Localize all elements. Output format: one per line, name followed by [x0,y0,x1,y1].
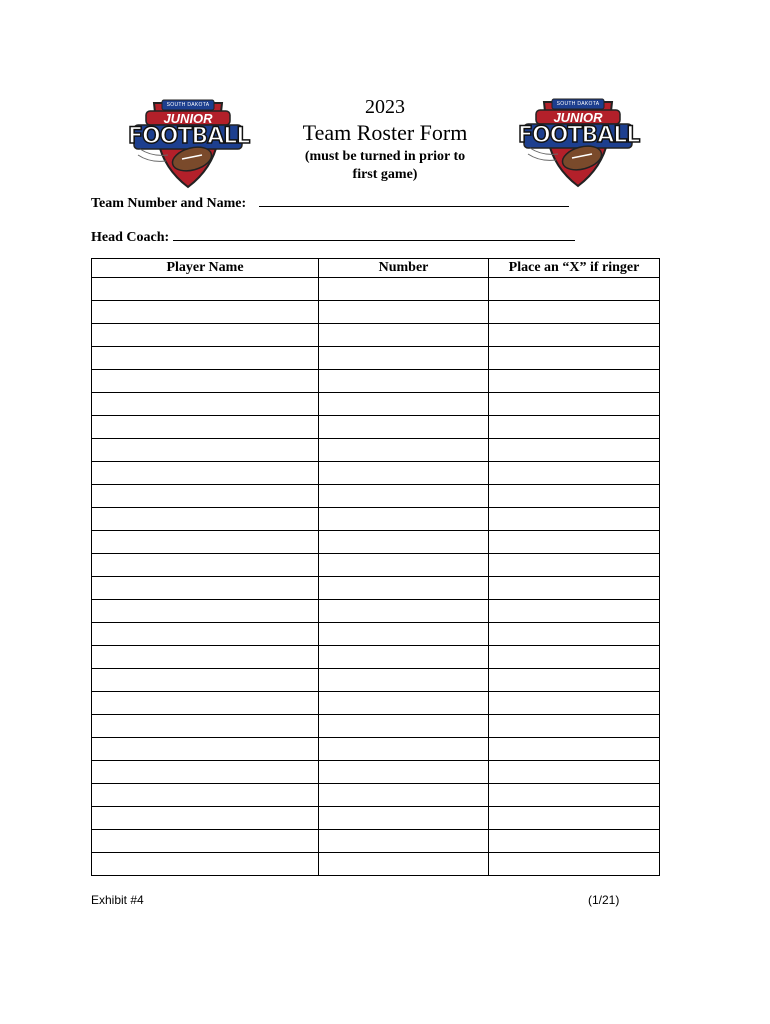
head-coach-input-line[interactable] [173,227,575,241]
number-cell[interactable] [319,830,489,853]
table-row [92,324,660,347]
number-cell[interactable] [319,738,489,761]
logo-football-text: FOOTBALL [518,123,640,148]
table-row [92,508,660,531]
number-cell[interactable] [319,715,489,738]
table-row [92,416,660,439]
player-name-cell[interactable] [92,600,319,623]
ringer-cell[interactable] [489,485,660,508]
ringer-cell[interactable] [489,646,660,669]
number-cell[interactable] [319,554,489,577]
table-row [92,715,660,738]
ringer-cell[interactable] [489,370,660,393]
table-row [92,577,660,600]
number-cell[interactable] [319,324,489,347]
ringer-cell[interactable] [489,623,660,646]
number-cell[interactable] [319,577,489,600]
player-name-cell[interactable] [92,807,319,830]
exhibit-label: Exhibit #4 [91,893,144,907]
ringer-cell[interactable] [489,554,660,577]
player-name-cell[interactable] [92,462,319,485]
table-row [92,784,660,807]
team-field [91,193,569,212]
coach-label: Head Coach: [91,230,170,245]
page-revision: (1/21) [588,893,620,907]
table-row [92,761,660,784]
table-row [92,738,660,761]
table-row [92,669,660,692]
number-cell[interactable] [319,761,489,784]
ringer-cell[interactable] [489,393,660,416]
table-row [92,278,660,301]
ringer-cell[interactable] [489,508,660,531]
table-header-row [92,259,660,278]
player-name-cell[interactable] [92,830,319,853]
number-cell[interactable] [319,485,489,508]
table-row [92,600,660,623]
player-name-cell[interactable] [92,485,319,508]
number-cell[interactable] [319,531,489,554]
number-cell[interactable] [319,301,489,324]
logo-top-text: SOUTH DAKOTA [166,102,210,108]
number-cell[interactable] [319,508,489,531]
ringer-cell[interactable] [489,784,660,807]
form-header [270,95,500,184]
table-row [92,853,660,876]
number-cell[interactable] [319,462,489,485]
player-name-cell[interactable] [92,623,319,646]
ringer-cell[interactable] [489,278,660,301]
ringer-cell[interactable] [489,462,660,485]
number-cell[interactable] [319,393,489,416]
header-player-name: Player Name [92,259,319,278]
player-name-cell[interactable] [92,692,319,715]
table-row [92,623,660,646]
ringer-cell[interactable] [489,715,660,738]
form-subtitle-line1: (must be turned in prior to [304,149,466,164]
ringer-cell[interactable] [489,738,660,761]
team-label: Team Number and Name: [91,196,247,211]
ringer-cell[interactable] [489,830,660,853]
ringer-cell[interactable] [489,416,660,439]
player-name-cell[interactable] [92,554,319,577]
player-name-cell[interactable] [92,324,319,347]
coach-field [91,227,575,246]
logo-junior-text: JUNIOR [553,110,603,125]
form-year: 2023 [365,96,405,118]
header-number: Number [319,259,489,278]
table-row [92,646,660,669]
logo-top-text: SOUTH DAKOTA [556,101,600,107]
league-logo-left [128,97,250,189]
number-cell[interactable] [319,278,489,301]
table-row [92,554,660,577]
ringer-cell[interactable] [489,531,660,554]
number-cell[interactable] [319,669,489,692]
table-row [92,439,660,462]
table-row [92,301,660,324]
logo-football-text: FOOTBALL [128,124,250,149]
number-cell[interactable] [319,370,489,393]
number-cell[interactable] [319,692,489,715]
player-name-cell[interactable] [92,738,319,761]
ringer-cell[interactable] [489,807,660,830]
table-row [92,393,660,416]
player-name-cell[interactable] [92,393,319,416]
table-row [92,370,660,393]
ringer-cell[interactable] [489,324,660,347]
table-row [92,830,660,853]
ringer-cell[interactable] [489,577,660,600]
number-cell[interactable] [319,646,489,669]
player-name-cell[interactable] [92,784,319,807]
header-ringer: Place an “X” if ringer [489,259,660,278]
player-name-cell[interactable] [92,531,319,554]
table-row [92,807,660,830]
player-name-cell[interactable] [92,416,319,439]
table-row [92,347,660,370]
player-name-cell[interactable] [92,715,319,738]
number-cell[interactable] [319,600,489,623]
form-title: Team Roster Form [302,120,468,145]
logo-junior-text: JUNIOR [163,111,213,126]
player-name-cell[interactable] [92,761,319,784]
number-cell[interactable] [319,853,489,876]
ringer-cell[interactable] [489,347,660,370]
ringer-cell[interactable] [489,853,660,876]
ringer-cell[interactable] [489,692,660,715]
player-name-cell[interactable] [92,301,319,324]
ringer-cell[interactable] [489,600,660,623]
roster-body [92,278,660,876]
league-logo-right [518,96,640,188]
player-name-cell[interactable] [92,853,319,876]
player-name-cell[interactable] [92,370,319,393]
ringer-cell[interactable] [489,301,660,324]
player-name-cell[interactable] [92,439,319,462]
number-cell[interactable] [319,784,489,807]
player-name-cell[interactable] [92,508,319,531]
ringer-cell[interactable] [489,761,660,784]
player-name-cell[interactable] [92,669,319,692]
roster-table [91,258,660,876]
form-subtitle-line2: first game) [352,167,418,182]
player-name-cell[interactable] [92,646,319,669]
ringer-cell[interactable] [489,439,660,462]
player-name-cell[interactable] [92,347,319,370]
player-name-cell[interactable] [92,577,319,600]
number-cell[interactable] [319,347,489,370]
number-cell[interactable] [319,416,489,439]
team-name-input-line[interactable] [259,193,569,207]
ringer-cell[interactable] [489,669,660,692]
number-cell[interactable] [319,623,489,646]
number-cell[interactable] [319,807,489,830]
player-name-cell[interactable] [92,278,319,301]
number-cell[interactable] [319,439,489,462]
table-row [92,462,660,485]
table-row [92,531,660,554]
table-row [92,692,660,715]
table-row [92,485,660,508]
